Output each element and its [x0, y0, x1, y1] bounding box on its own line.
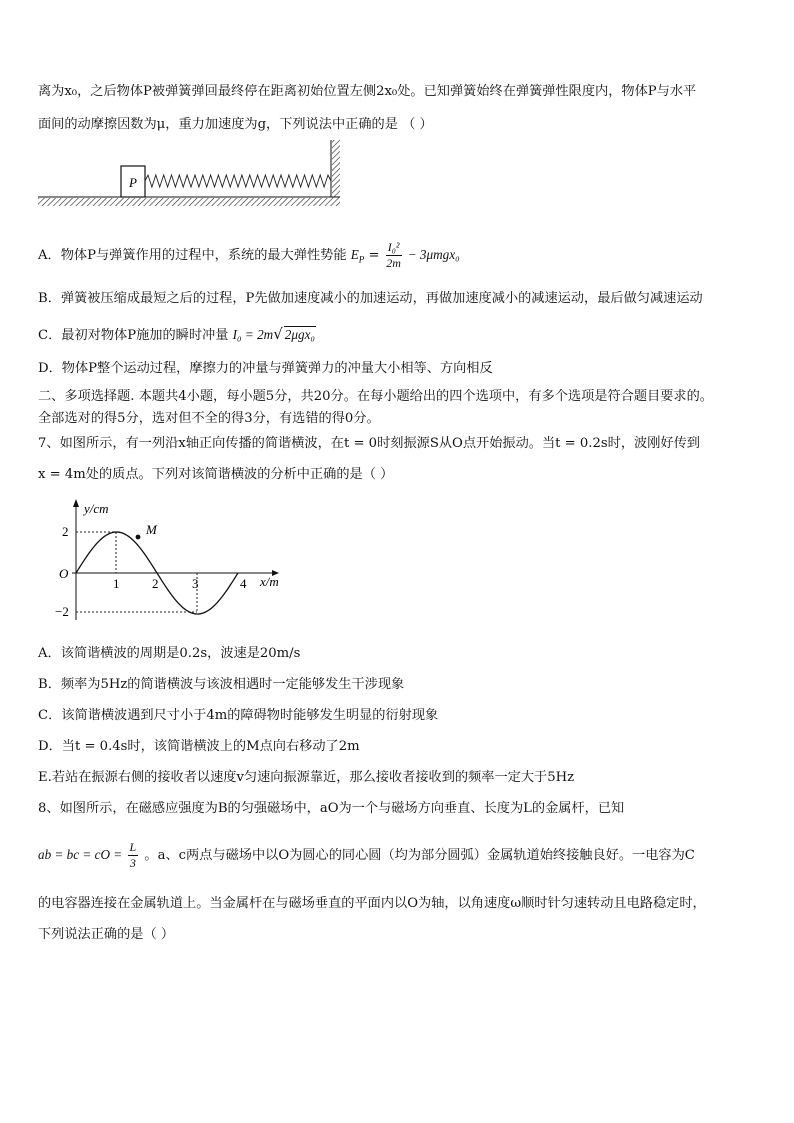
wave-figure [50, 496, 290, 626]
intro-line-1: 离为x₀，之后物体P被弹簧弹回最终停在距离初始位置左侧2x₀处。已知弹簧始终在弹簧弹性限度内，物体P与水平 [38, 84, 697, 99]
x-axis-label: x/m [260, 574, 279, 589]
section2-line-1: 二、多项选择题. 本题共4小题，每小题5分，共20分。在每小题给出的四个选项中，有多个选项是符合题目要求的。 [38, 389, 713, 404]
q6-c-sqrt: 2μgx₀ [284, 327, 316, 342]
q8-eq-fraction [128, 840, 139, 871]
sqrt-sign: √ [273, 325, 283, 343]
q6-a-tail: − 3μmgx₀ [407, 247, 460, 262]
q6-a-ep: E [350, 247, 359, 262]
q8-stem-2-tail: 。a、c两点与磁场中以O为圆心的同心圆（均为部分圆弧）金属轨道始终接触良好。一电容为C [144, 848, 695, 863]
x-tick-4: 4 [240, 576, 247, 591]
block-label: P [129, 175, 137, 190]
q7-stem-2: x = 4m处的质点。下列对该简谐横波的分析中正确的是（ ） [38, 467, 394, 482]
q8-stem-4: 下列说法正确的是（ ） [38, 927, 175, 942]
q6-option-c [38, 325, 316, 345]
y-tick-neg2: −2 [55, 604, 69, 619]
q6-a-eq: = [368, 248, 384, 263]
x-tick-1: 1 [113, 576, 120, 591]
q8-stem-3: 的电容器连接在金属轨道上。当金属杆在与磁场垂直的平面内以O为轴，以角速度ω顺时针匀速转动且电路稳定时， [38, 896, 706, 911]
q7-option-c: C．该简谐横波遇到尺寸小于4m的障碍物时能够发生明显的衍射现象 [38, 708, 439, 723]
q8-eq-lhs: ab = bc = cO = [38, 847, 126, 862]
y-axis-label: y/cm [84, 501, 109, 516]
q8-stem-2 [38, 838, 695, 873]
q7-option-e: E.若站在振源右侧的接收者以速度v匀速向振源靠近，那么接收者接收到的频率一定大于5Hz [38, 770, 575, 785]
q6-a-num: I₀² [387, 240, 400, 254]
q6-a-den: 2m [386, 256, 401, 270]
q6-option-a [38, 238, 460, 277]
q7-option-d: D．当t = 0.4s时，该简谐横波上的M点向右移动了2m [38, 739, 360, 754]
y-tick-2: 2 [62, 524, 69, 539]
q6-option-d: D．物体P整个运动过程，摩擦力的冲量与弹簧弹力的冲量大小相等、方向相反 [38, 361, 493, 376]
x-tick-3: 3 [192, 576, 199, 591]
section2-line-2: 全部选对的得5分，选对但不全的得3分，有选错的得0分。 [38, 411, 380, 426]
q7-stem-1: 7、如图所示，有一列沿x轴正向传播的简谐横波，在t = 0时刻振源S从O点开始振动。当t = 0.2s时，波刚好传到 [38, 436, 700, 451]
q8-eq-den: 3 [129, 856, 136, 870]
spring [145, 175, 331, 187]
q8-stem-1: 8、如图所示，在磁感应强度为B的匀强磁场中，aO为一个与磁场方向垂直、长度为L的金属杆，已知 [38, 801, 625, 816]
q6-a-fraction [386, 240, 402, 271]
q6-a-ep-sub: P [358, 254, 365, 265]
q7-option-b: B．频率为5Hz的简谐横波与该波相遇时一定能够发生干涉现象 [38, 677, 405, 692]
origin-label: O [59, 566, 69, 581]
y-axis-arrow [73, 499, 79, 507]
q6-a-prefix: A．物体P与弹簧作用的过程中，系统的最大弹性势能 [38, 248, 347, 263]
q6-c-lhs: I₀ = 2m [232, 327, 274, 342]
q7-option-a: A．该简谐横波的周期是0.2s，波速是20m/s [38, 646, 301, 661]
intro-line-2: 面间的动摩擦因数为μ，重力加速度为g，下列说法中正确的是 （ ） [38, 117, 433, 132]
x-tick-2: 2 [152, 576, 159, 591]
ground-hatch [38, 198, 340, 206]
spring-block-figure [36, 138, 346, 214]
q8-eq-num: L [129, 840, 137, 854]
point-m-label: M [146, 522, 157, 537]
q6-option-b: B．弹簧被压缩成最短之后的过程，P先做加速度减小的加速运动，再做加速度减小的减速运动，最后做匀减速运动 [38, 291, 703, 306]
q6-c-prefix: C．最初对物体P施加的瞬时冲量 [38, 328, 229, 343]
point-m [136, 535, 141, 540]
wall-hatch [332, 140, 340, 198]
